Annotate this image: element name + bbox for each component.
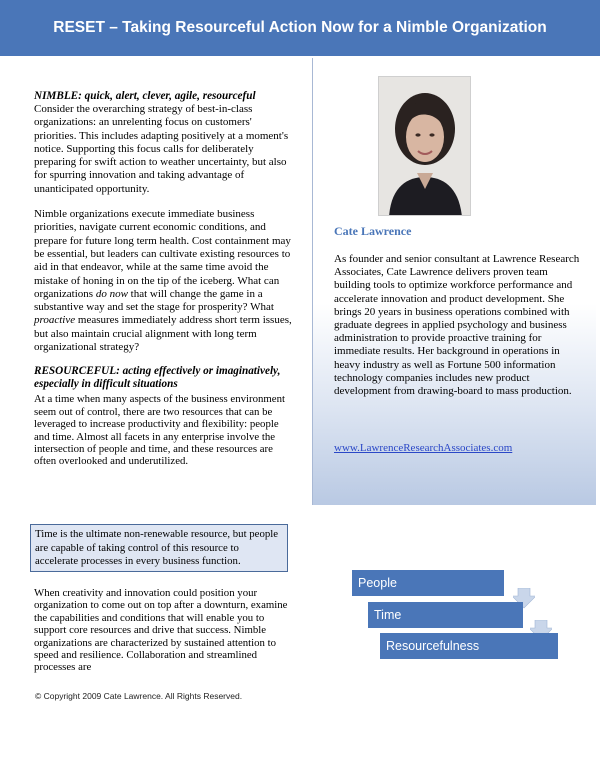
process-step-people: People xyxy=(352,570,504,596)
left-column xyxy=(34,90,292,468)
author-bio: As founder and senior consultant at Lawrence Research Associates, Cate Lawrence delivers proven team building tools to optimize workforce performance and accelerate innovation and product development. She brings 20 years in business operations combined with graduate degrees in applied psychology and business administration to provide proactive training for immediate results. Her background in operations in heavy industry as well as Fortune 500 information technology companies includes new product development from drawing-board to mass production. xyxy=(334,253,580,398)
pull-quote-text: Time is the ultimate non-renewable resource, but people are capable of taking control of this resource to accelerate processes in every business function. xyxy=(35,528,279,567)
emphasis-do-now: do now xyxy=(95,287,128,300)
copyright-footer: © Copyright 2009 Cate Lawrence. All Rights Reserved. xyxy=(35,691,243,701)
page-title: RESET – Taking Resourceful Action Now for a Nimble Organization xyxy=(53,19,547,36)
process-step-resourcefulness: Resourcefulness xyxy=(380,633,558,659)
author-name: Cate Lawrence xyxy=(334,224,412,238)
nimble-heading: NIMBLE: quick, alert, clever, agile, resourceful xyxy=(34,90,256,102)
portrait-image xyxy=(379,77,471,216)
closing-paragraph: When creativity and innovation could position your organization to come out on top after a downturn, examine the capabilities and conditions that will enable you to support core resources and drive that success. Nimble organizations are characterized by sustained attention to speed and resilience. Collaboration and streamlined processes are xyxy=(34,587,288,674)
nimble-paragraph-1: Consider the overarching strategy of best-in-class organizations: an unrelenting focus on customers' priorities. This includes adapting positively at a moment's notice. Supporting this focus calls for deliberately preparing for swift action to weather uncertainty, but also for spurring innovation and taking advantage of unanticipated opportunity. xyxy=(34,103,289,195)
closing-column xyxy=(34,587,292,674)
nimble-paragraph-2: Nimble organizations execute immediate business priorities, navigate current economic conditions, and prepare for future long term health. Cost containment may be essential, but leaders can cultivate existing resources to aid in that endeavor, while at the same time avoid the mistake of honing in on the tip of the iceberg. What can organizations do now that will change the game in a substantive way and set the stage for prosperity? What proactive measures immediately address short term issues, but also maintain crucial alignment with long term organizational strategy? xyxy=(34,208,292,354)
author-photo xyxy=(378,76,471,216)
page-header xyxy=(0,0,600,58)
website-link[interactable]: www.LawrenceResearchAssociates.com xyxy=(334,442,513,454)
resourceful-heading: RESOURCEFUL: acting effectively or imaginatively, especially in difficult situations xyxy=(34,365,281,391)
pull-quote-box xyxy=(30,524,288,572)
author-sidebar xyxy=(312,58,596,505)
emphasis-proactive: proactive xyxy=(34,314,76,327)
process-step-time: Time xyxy=(368,602,523,628)
resourceful-paragraph: At a time when many aspects of the business environment seem out of control, there are two resources that can be leveraged to increase productivity and flexibility: people and time. Almost all facets in any enterprise involve the intersection of people and time, and these resources are often overlooked and underutilized. xyxy=(34,393,285,468)
